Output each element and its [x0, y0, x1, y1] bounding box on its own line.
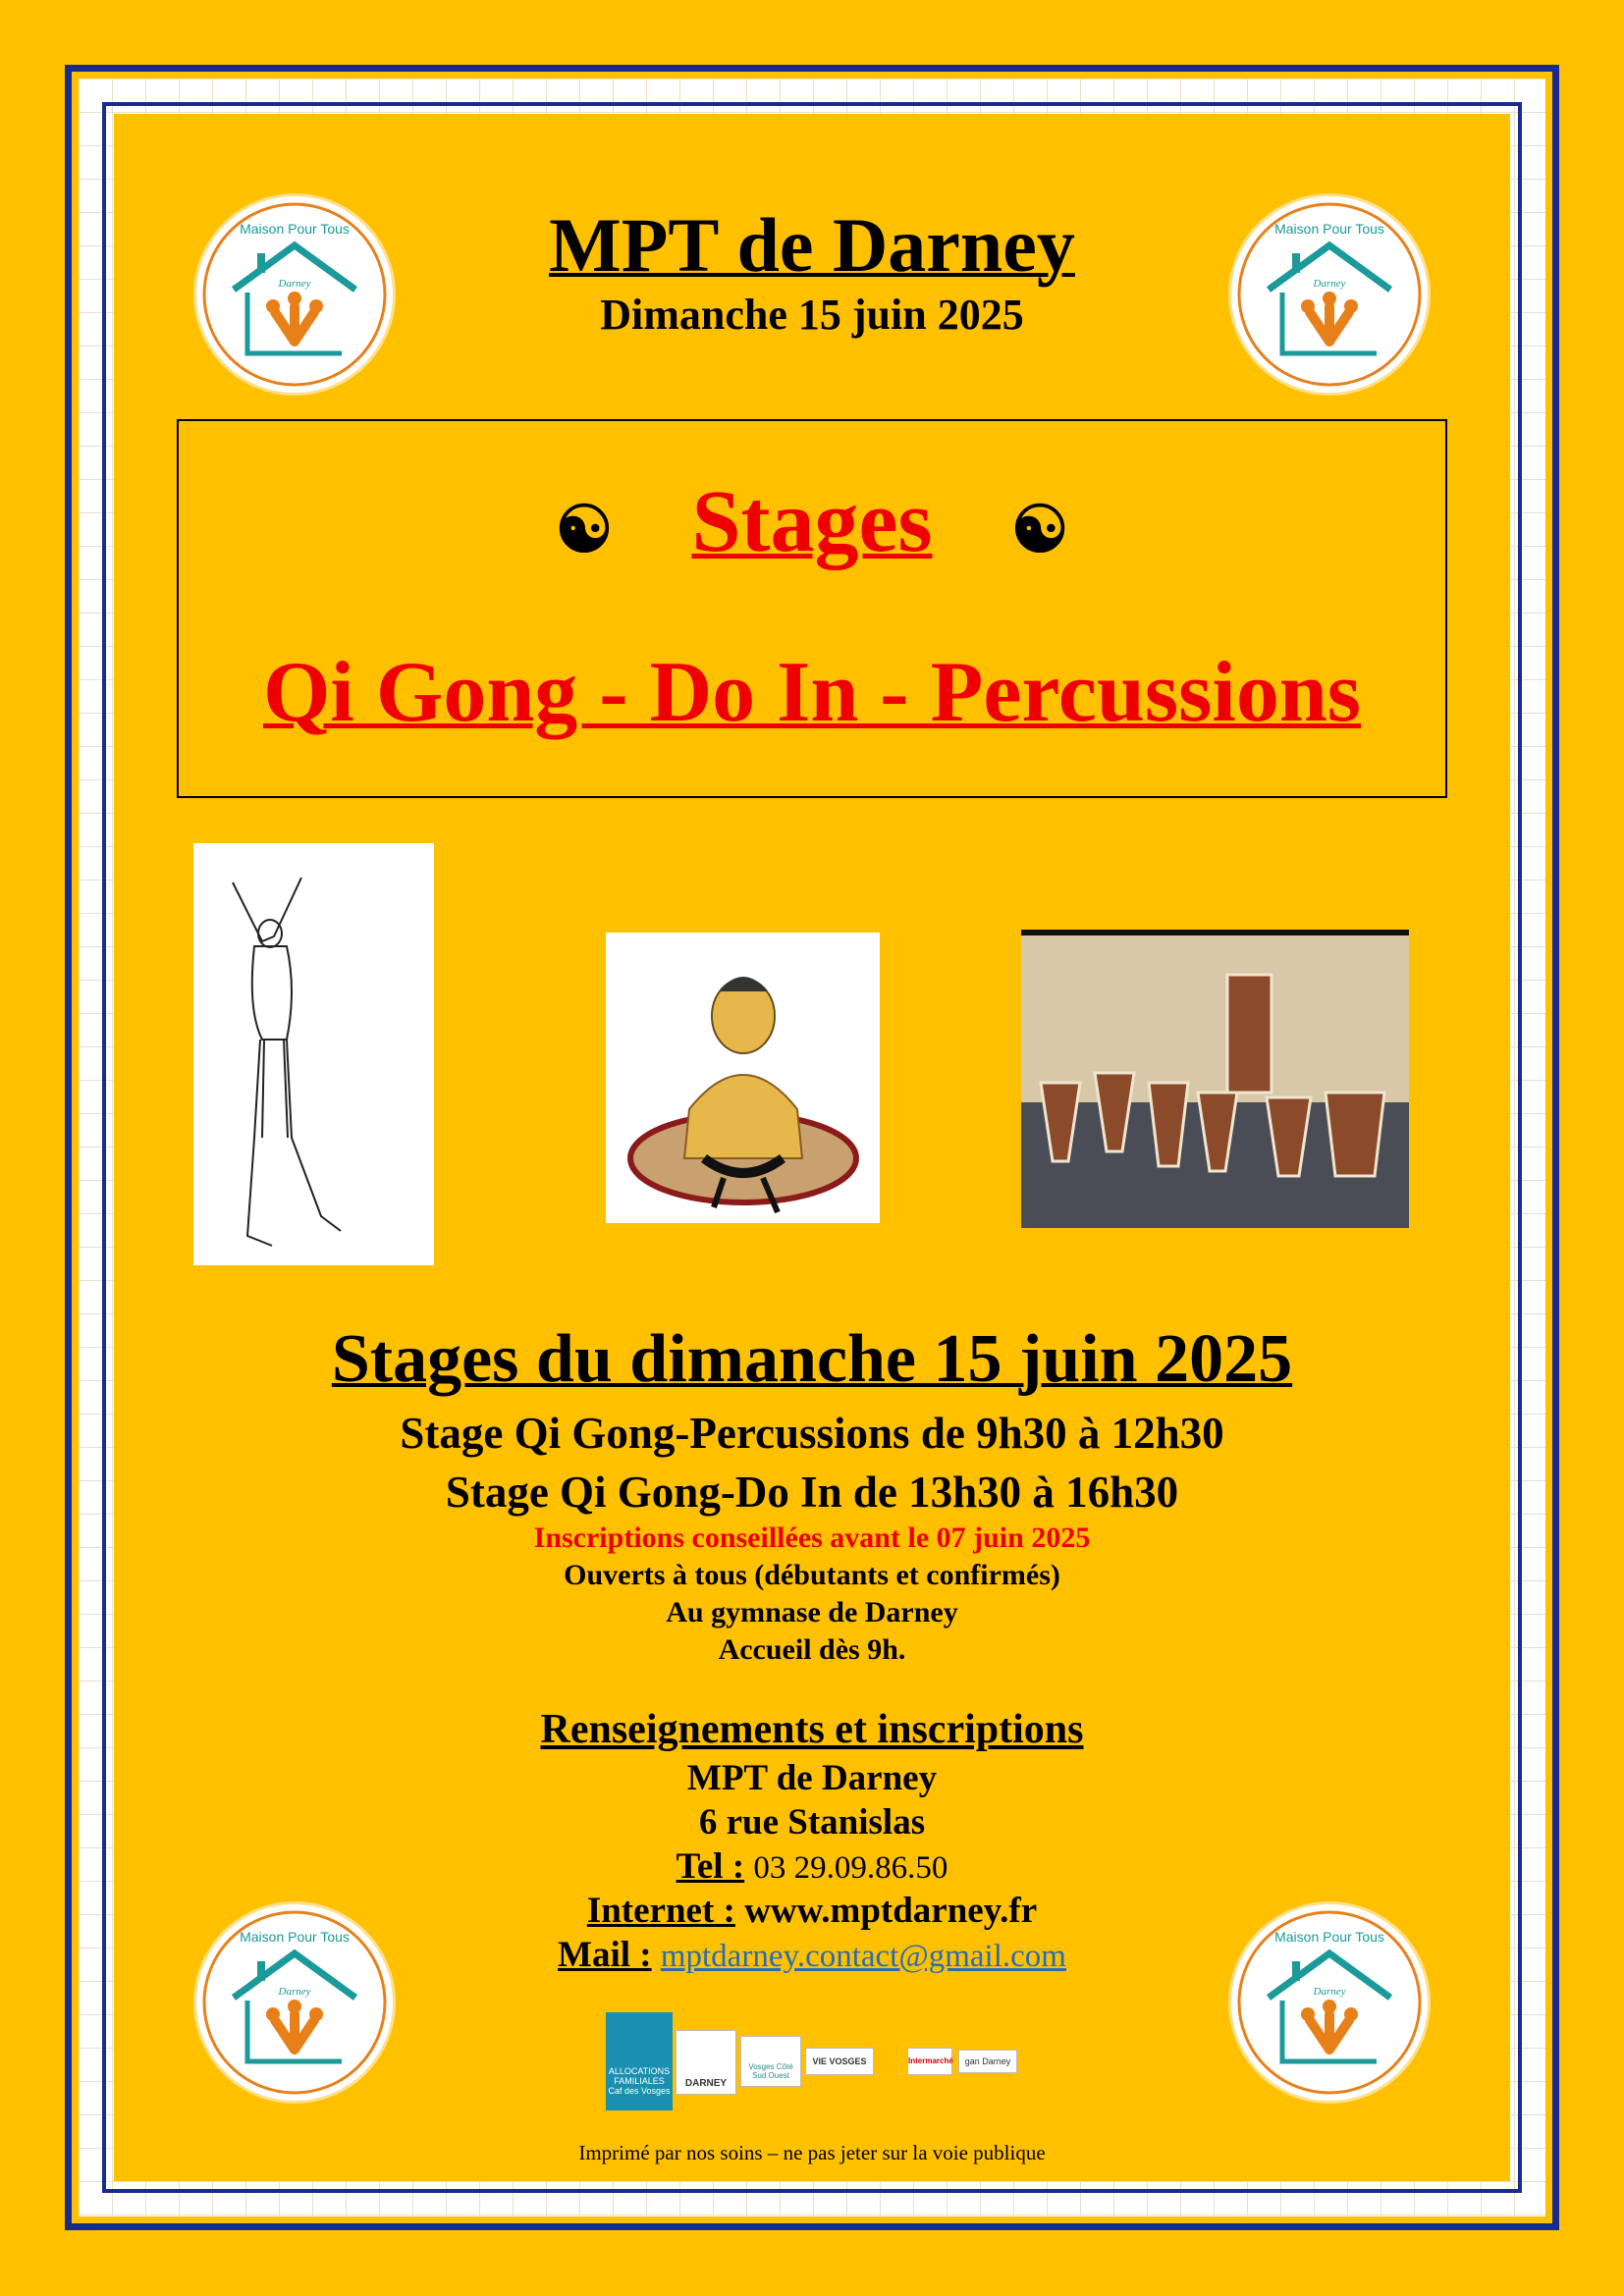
- stages-date-heading: Stages du dimanche 15 juin 2025: [331, 1321, 1293, 1397]
- mpt-logo-top-right: [1231, 196, 1428, 393]
- tel-label: Tel :: [676, 1846, 745, 1887]
- event-date: Dimanche 15 juin 2025: [600, 291, 1024, 339]
- open-to-all: Ouverts à tous (débutants et confirmés): [564, 1559, 1060, 1591]
- house-logo-icon: [196, 196, 393, 393]
- yin-yang-icon: ☯: [555, 495, 614, 567]
- drums-photo: [1021, 930, 1409, 1228]
- contact-address: 6 rue Stanislas: [698, 1802, 926, 1842]
- do-in-figure-image: [606, 933, 880, 1223]
- stages-label: Stages: [691, 473, 933, 570]
- contact-org: MPT de Darney: [686, 1758, 938, 1798]
- page-title: MPT de Darney: [549, 202, 1075, 288]
- vosges-logo: Vosges Côté Sud Ouest: [740, 2036, 801, 2087]
- intermarche-logo: Intermarché: [907, 2048, 952, 2075]
- svg-text:Maison Pour Tous: Maison Pour Tous: [1274, 221, 1384, 237]
- house-logo-icon: [1231, 196, 1428, 393]
- svg-text:Darney: Darney: [278, 1986, 311, 1998]
- qigong-figure-image: [193, 843, 434, 1265]
- svg-text:Maison Pour Tous: Maison Pour Tous: [1274, 1929, 1384, 1945]
- darney-logo: DARNEY: [676, 2030, 736, 2095]
- contact-heading: Renseignements et inscriptions: [540, 1707, 1084, 1752]
- yin-yang-icon: ☯: [1010, 495, 1069, 567]
- seated-figure-icon: [606, 933, 880, 1223]
- svg-text:Maison Pour Tous: Maison Pour Tous: [240, 1929, 350, 1945]
- gan-logo: gan Darney: [958, 2050, 1017, 2073]
- contact-phone: [0, 1845, 1624, 1888]
- contact-mail: [0, 1934, 1624, 1976]
- venue: Au gymnase de Darney: [666, 1596, 958, 1629]
- drums-icon: [1021, 935, 1409, 1228]
- internet-label: Internet :: [586, 1891, 735, 1931]
- session-afternoon: Stage Qi Gong-Do In de 13h30 à 16h30: [445, 1468, 1179, 1517]
- activities-heading: Qi Gong - Do In - Percussions: [262, 645, 1362, 740]
- tel-value[interactable]: 03 29.09.86.50: [753, 1850, 948, 1886]
- email-link[interactable]: mptdarney.contact@gmail.com: [660, 1939, 1066, 1974]
- svg-text:Darney: Darney: [1313, 278, 1346, 290]
- svg-text:Darney: Darney: [278, 278, 311, 290]
- mail-label: Mail :: [558, 1935, 652, 1975]
- caf-logo: ALLOCATIONS FAMILIALES Caf des Vosges: [606, 2012, 673, 2110]
- footer-note: Imprimé par nos soins – ne pas jeter sur la voie publique: [578, 2141, 1046, 2164]
- registration-note: Inscriptions conseillées avant le 07 juin 2025: [533, 1522, 1091, 1554]
- svg-text:Darney: Darney: [1313, 1986, 1346, 1998]
- contact-internet: [0, 1890, 1624, 1932]
- mpt-logo-top-left: [196, 196, 393, 393]
- session-morning: Stage Qi Gong-Percussions de 9h30 à 12h30: [400, 1409, 1224, 1458]
- website-link[interactable]: www.mptdarney.fr: [744, 1891, 1038, 1931]
- svg-text:Maison Pour Tous: Maison Pour Tous: [240, 221, 350, 237]
- welcome-time: Accueil dès 9h.: [718, 1633, 906, 1666]
- stages-heading: [0, 471, 1624, 572]
- standing-figure-icon: [193, 843, 434, 1265]
- vie-vosges-logo: VIE VOSGES: [805, 2048, 874, 2075]
